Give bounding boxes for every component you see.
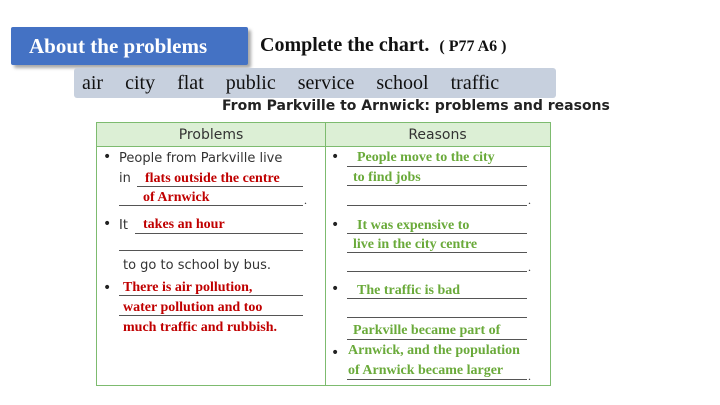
reason-1-answer-line2: to find jobs bbox=[353, 170, 421, 185]
word-bank-item: service bbox=[297, 72, 355, 94]
reason-4-answer-line1: Parkville became part of bbox=[353, 323, 501, 338]
bullet-icon: • bbox=[103, 149, 112, 165]
period-mark: . bbox=[304, 193, 307, 207]
word-bank-item: flat bbox=[177, 72, 204, 94]
problem-1-answer-line2: of Arnwick bbox=[143, 190, 210, 205]
period-mark: . bbox=[528, 369, 531, 383]
reason-1-answer-line1: People move to the city bbox=[357, 150, 495, 165]
word-bank-item: public bbox=[225, 72, 276, 94]
problem-2-suffix: to go to school by bus. bbox=[123, 258, 271, 273]
bullet-icon: • bbox=[331, 149, 340, 165]
period-mark: . bbox=[528, 193, 531, 207]
bullet-icon: • bbox=[331, 345, 340, 361]
task-instruction: Complete the chart. bbox=[260, 34, 430, 56]
problems-reasons-chart bbox=[96, 122, 551, 386]
word-bank bbox=[74, 68, 556, 98]
problem-1-text: People from Parkville live bbox=[119, 151, 283, 166]
period-mark: . bbox=[528, 260, 531, 274]
answer-blank-line bbox=[347, 166, 527, 167]
problem-1-answer-line1: flats outside the centre bbox=[145, 171, 280, 186]
word-bank-item: air bbox=[82, 72, 104, 94]
answer-blank-line bbox=[347, 379, 527, 380]
problem-3-answer-line1: There is air pollution, bbox=[123, 280, 253, 295]
bullet-icon: • bbox=[103, 280, 112, 296]
problem-2-answer: takes an hour bbox=[143, 217, 225, 232]
task-title bbox=[260, 34, 507, 57]
answer-blank-line bbox=[347, 317, 527, 318]
reason-3-answer-line1: The traffic is bad bbox=[357, 283, 461, 298]
answer-blank-line bbox=[119, 250, 303, 251]
word-bank-item: school bbox=[376, 72, 429, 94]
problem-2-text: It bbox=[119, 218, 128, 233]
problem-3-answer-line2: water pollution and too bbox=[123, 300, 263, 315]
reason-4-answer-line3: of Arnwick became larger bbox=[348, 363, 504, 378]
answer-blank-line bbox=[347, 271, 527, 272]
answer-blank-line bbox=[347, 339, 527, 340]
column-header-problems: Problems bbox=[97, 123, 325, 147]
answer-blank-line bbox=[135, 233, 303, 234]
bullet-icon: • bbox=[331, 281, 340, 297]
word-bank-item: traffic bbox=[450, 72, 500, 94]
chart-heading: From Parkville to Arnwick: problems and reasons bbox=[222, 98, 610, 114]
bullet-icon: • bbox=[103, 216, 112, 232]
problem-3-answer-line3: much traffic and rubbish. bbox=[123, 320, 278, 335]
reason-2-answer-line1: It was expensive to bbox=[357, 218, 470, 233]
column-divider bbox=[325, 123, 326, 385]
word-bank-item: city bbox=[125, 72, 156, 94]
section-tag: About the problems bbox=[11, 27, 248, 65]
answer-blank-line bbox=[347, 205, 527, 206]
problem-1-text-in: in bbox=[119, 171, 131, 186]
task-page-ref: ( P77 A6 ) bbox=[439, 38, 507, 55]
reason-4-answer-line2: Arnwick, and the population bbox=[348, 343, 520, 358]
bullet-icon: • bbox=[331, 217, 340, 233]
column-header-reasons: Reasons bbox=[325, 123, 550, 147]
reason-2-answer-line2: live in the city centre bbox=[353, 237, 478, 252]
